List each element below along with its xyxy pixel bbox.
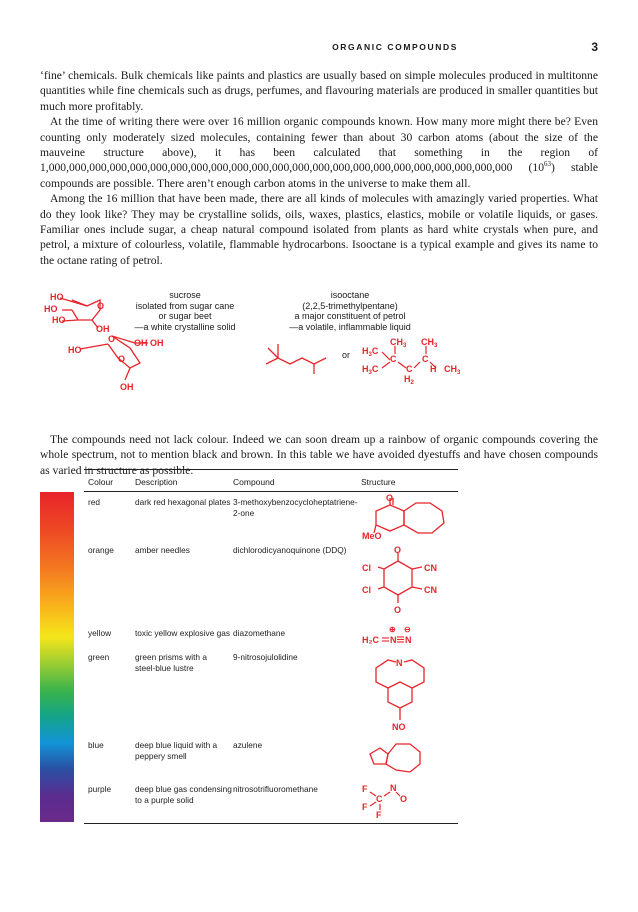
isooctane-iupac: (2,2,5-trimethylpentane) — [302, 300, 398, 311]
body-text-top — [40, 68, 598, 268]
isooctane-skeletal — [262, 338, 336, 378]
plus-charge: ⊕ — [389, 625, 396, 634]
group-cn: CN — [424, 563, 437, 573]
atom-f: F — [362, 784, 368, 794]
structure-ddq — [358, 543, 468, 621]
row-green-colour: green — [88, 652, 110, 662]
atom-o: O — [394, 605, 402, 615]
group-cn: CN — [424, 585, 437, 595]
atom-o: O — [386, 493, 394, 503]
atom-cl: Cl — [362, 585, 371, 595]
atom-cl: Cl — [362, 563, 371, 573]
header-colour: Colour — [88, 477, 114, 487]
group-h2c: H₂C — [362, 635, 379, 645]
isooctane-description: —a volatile, inflammable liquid — [289, 321, 411, 332]
atom-c: C — [406, 364, 413, 374]
structure-nitrosotrifluoromethane — [360, 780, 430, 820]
row-yellow-colour: yellow — [88, 628, 112, 638]
table-bottom-rule — [84, 823, 458, 824]
atom-n: N — [405, 635, 412, 645]
atom-n: N — [396, 658, 403, 668]
running-title: ORGANIC COMPOUNDS — [332, 42, 458, 52]
atom-oh: OH — [96, 324, 110, 334]
structure-azulene — [360, 736, 430, 776]
colour-spectrum-bar — [40, 492, 74, 822]
sucrose-caption — [130, 290, 240, 332]
row-purple-colour: purple — [88, 784, 112, 794]
atom-c: C — [376, 794, 383, 804]
sucrose-source: isolated from sugar cane — [135, 300, 235, 311]
isooctane-use: a major constituent of petrol — [294, 311, 406, 321]
row-yellow-compound: diazomethane — [233, 628, 286, 638]
header-compound: Compound — [233, 477, 275, 487]
row-red-description: dark red hexagonal plates — [135, 497, 231, 507]
atom-ho: HO — [52, 315, 66, 325]
group-no: NO — [392, 722, 406, 732]
atom-o: O — [118, 354, 126, 364]
atom-f: F — [376, 810, 382, 820]
atom-o: O — [400, 794, 408, 804]
sucrose-source-2: or sugar beet — [158, 311, 212, 321]
row-blue-description: deep blue liquid with a peppery smell — [135, 740, 218, 761]
atom-oh: OH — [150, 338, 164, 348]
structure-diazomethane — [358, 623, 438, 647]
atom-n: N — [390, 635, 397, 645]
group-h2: $H_2$ — [404, 374, 414, 384]
row-orange-description: amber needles — [135, 545, 190, 555]
structure-nitrosojulolidine — [360, 648, 440, 734]
paragraph-colour-rainbow: The compounds need not lack colour. Indeed we can soon dream up a rainbow of organic compounds covering the whole spectrum, not to mention black and brown. In this table we have avoided dyestuffs and have chosen compounds as varied in structure as possible. — [40, 433, 598, 477]
or-label: or — [341, 350, 350, 360]
atom-o: O — [394, 545, 402, 555]
header-description: Description — [135, 477, 178, 487]
row-blue-compound: azulene — [233, 740, 263, 750]
atom-c: C — [390, 354, 397, 364]
body-text-bottom — [40, 432, 598, 478]
atom-ho: HO — [50, 292, 64, 302]
row-orange-compound: dichlorodicyanoquinone (DDQ) — [233, 545, 347, 555]
structure-methoxybenzotropone — [360, 493, 460, 543]
atom-n: N — [390, 783, 397, 793]
isooctane-name: isooctane — [330, 290, 370, 300]
group-meo: MeO — [362, 531, 382, 541]
group-h3c: $H_3C$ — [362, 364, 379, 376]
row-red-compound: 3-methoxybenzocycloheptatriene- 2-one — [233, 497, 358, 518]
row-green-compound: 9-nitrosojulolidine — [233, 652, 298, 662]
sucrose-description: —a white crystalline solid — [134, 321, 236, 332]
group-ch3: $CH_3$ — [421, 337, 438, 349]
row-orange-colour: orange — [88, 545, 114, 555]
sucrose-name: sucrose — [169, 290, 201, 300]
group-ch3: $CH_3$ — [390, 337, 407, 349]
group-ch3: $CH_3$ — [444, 364, 461, 376]
atom-h: H — [430, 364, 437, 374]
atom-o: O — [97, 301, 105, 311]
paragraph-molecule-variety: Among the 16 million that have been made, there are all kinds of molecules with amazingly varied properties. What do they look like? They may be crystalline solids, oils, waxes, plastics, elastics, mobile or volatile liquids, or gases. Familiar ones include sugar, a cheap natural compound isolated from plants as hard white crystals when pure, and petrol, a mixture of colourless, volatile, flammable hydrocarbons. Isooctane is a typical example and gives its name to the octane rating of petrol. — [40, 192, 598, 267]
isooctane-condensed — [360, 336, 490, 384]
row-green-description: green prisms with a steel-blue lustre — [135, 652, 207, 673]
atom-oh: OH — [120, 382, 134, 392]
running-head — [0, 42, 638, 56]
minus-charge: ⊖ — [404, 625, 411, 634]
isooctane-caption — [280, 290, 420, 332]
atom-f: F — [362, 802, 368, 812]
group-h3c: $H_3C$ — [362, 346, 379, 358]
atom-c: C — [422, 354, 429, 364]
atom-ho: HO — [68, 345, 82, 355]
header-structure: Structure — [361, 477, 396, 487]
atom-ho: HO — [44, 304, 58, 314]
atom-o: O — [108, 334, 116, 344]
atom-oh: OH — [134, 338, 148, 348]
paragraph-fine-chemicals: ‘fine’ chemicals. Bulk chemicals like paints and plastics are usually based on simple molecules produced in multitonne quantities while fine chemicals such as drugs, perfumes, and flavouring materials are produced in smaller quantities but much more profitably. — [40, 69, 598, 113]
row-purple-compound: nitrosotrifluoromethane — [233, 784, 318, 794]
row-purple-description: deep blue gas condensing to a purple solid — [135, 784, 232, 805]
paragraph-compound-count: At the time of writing there were over 16 million organic compounds known. How many more might there be? Even counting only moderately sized molecules, containing fewer than about 30 carbon atoms (about the size of the mauveine structure above), it has been calculated that something in the region of 1,000,000,000,000,000,000,000,000,000,000,000,000,000,000,000,000,000,000,000,000,000,000,000 $(10^{63})$ stable compounds are possible. There aren’t enough carbon atoms in the universe to make them all. — [40, 115, 598, 190]
page-number: 3 — [591, 40, 598, 54]
row-blue-colour: blue — [88, 740, 104, 750]
row-yellow-description: toxic yellow explosive gas — [135, 628, 230, 638]
table-top-rule — [84, 469, 458, 470]
exponent: 63 — [544, 160, 551, 169]
table-header-rule — [84, 491, 458, 492]
row-red-colour: red — [88, 497, 100, 507]
